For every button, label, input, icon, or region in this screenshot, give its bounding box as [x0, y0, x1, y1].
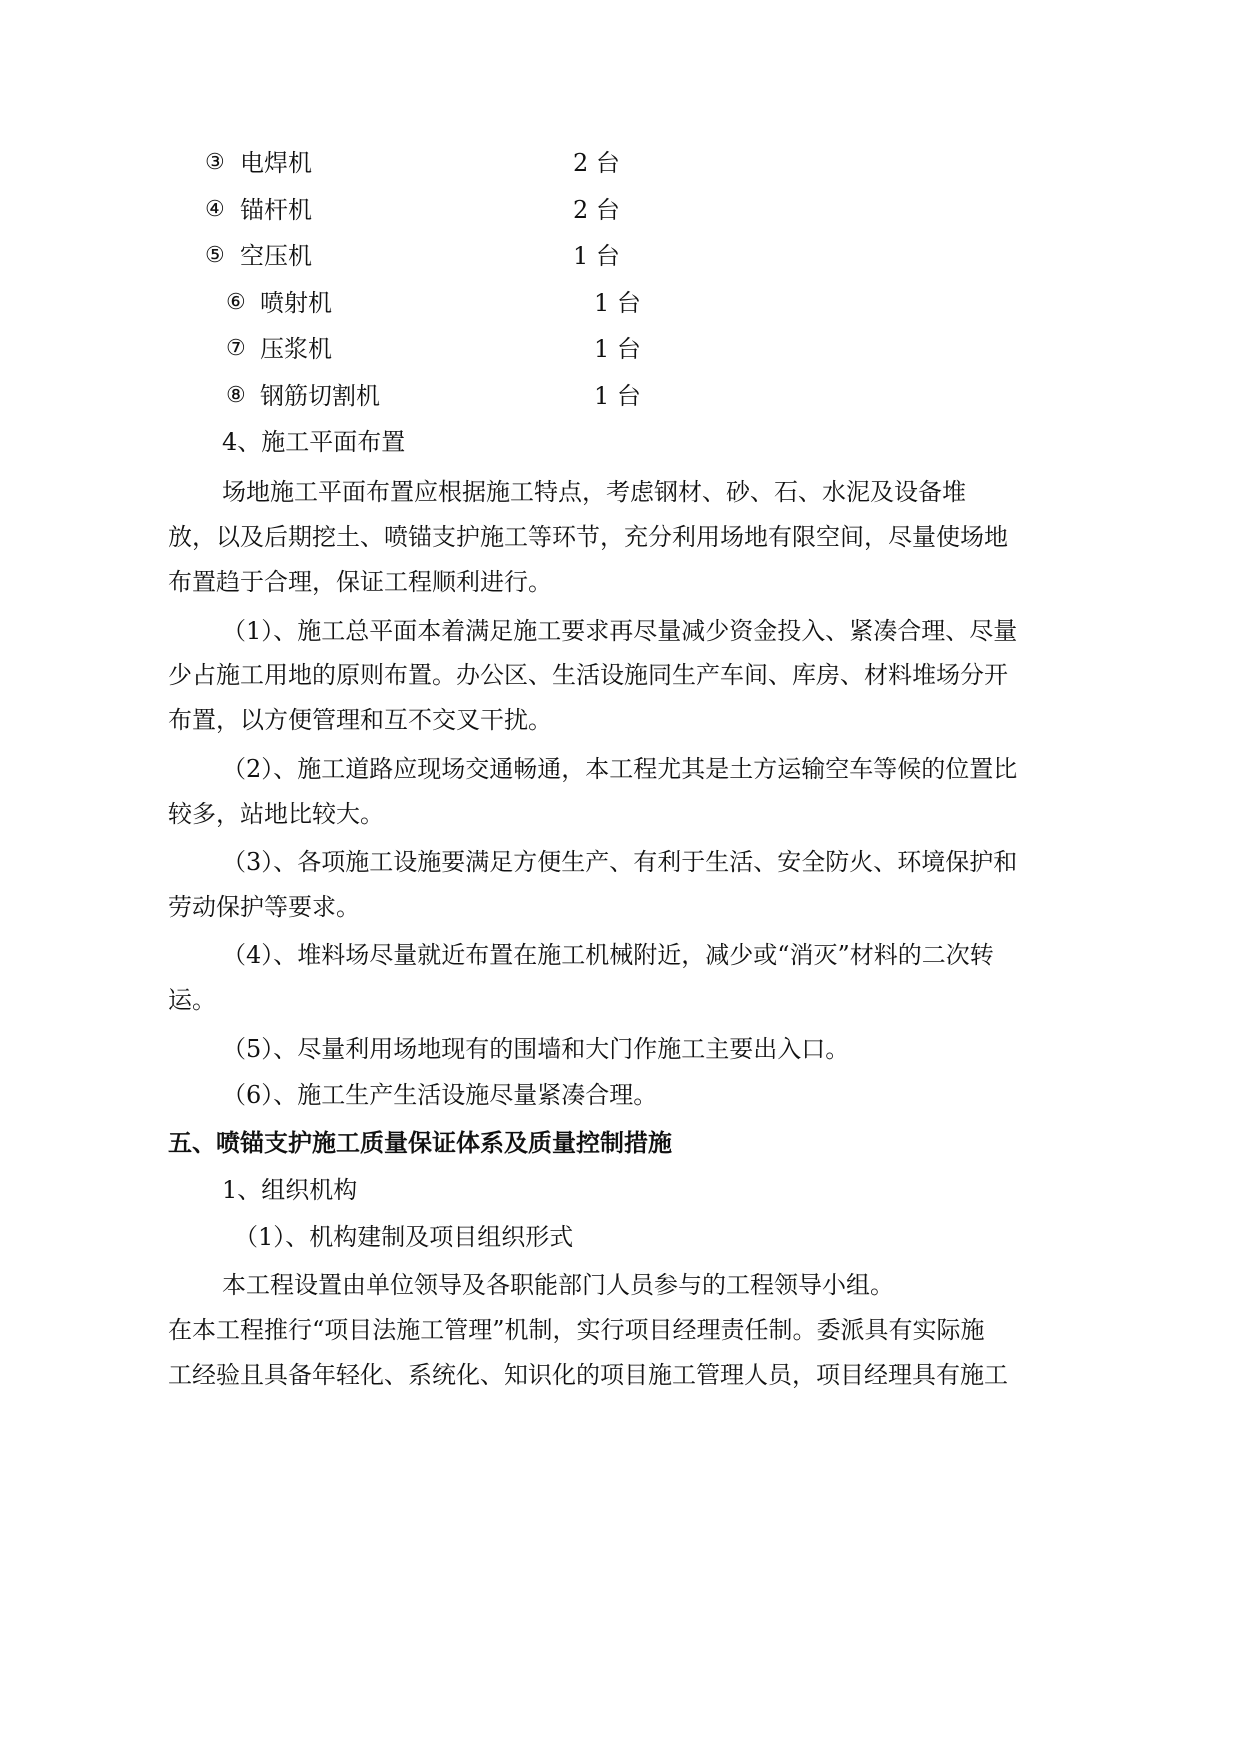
- item-name: 压浆机: [260, 335, 332, 363]
- paragraph-line: 较多，站地比较大。: [168, 800, 384, 828]
- item-name: 空压机: [240, 242, 312, 270]
- item-quantity: 2 台: [573, 196, 620, 224]
- paragraph-line: 工经验且具备年轻化、系统化、知识化的项目施工管理人员，项目经理具有施工: [168, 1361, 1008, 1389]
- subsection-heading: 1、组织机构: [222, 1176, 358, 1204]
- paragraph-line: 布置趋于合理，保证工程顺利进行。: [168, 568, 552, 596]
- item-name: 电焊机: [240, 149, 312, 177]
- item-number: ④: [205, 197, 225, 222]
- item-quantity: 1 台: [594, 289, 641, 317]
- paragraph-line: 在本工程推行“项目法施工管理”机制，实行项目经理责任制。委派具有实际施: [168, 1316, 985, 1344]
- section-5-heading: 五、喷锚支护施工质量保证体系及质量控制措施: [168, 1128, 672, 1157]
- item-quantity: 1 台: [594, 335, 641, 363]
- item-number: ③: [205, 150, 225, 175]
- item-number: ⑤: [205, 243, 225, 268]
- item-number: ⑥: [226, 290, 246, 315]
- subsection-heading: （1）、机构建制及项目组织形式: [234, 1223, 574, 1251]
- paragraph-line: 本工程设置由单位领导及各职能部门人员参与的工程领导小组。: [222, 1271, 894, 1299]
- paragraph-line: （6）、施工生产生活设施尽量紧凑合理。: [222, 1081, 658, 1109]
- paragraph-line: 场地施工平面布置应根据施工特点，考虑钢材、砂、石、水泥及设备堆: [222, 478, 966, 506]
- paragraph-line: （3）、各项施工设施要满足方便生产、有利于生活、安全防火、环境保护和: [222, 848, 1018, 876]
- item-quantity: 2 台: [573, 149, 620, 177]
- paragraph-line: （4）、堆料场尽量就近布置在施工机械附近，减少或“消灭”材料的二次转: [222, 941, 994, 969]
- paragraph-line: 劳动保护等要求。: [168, 893, 360, 921]
- item-quantity: 1 台: [594, 382, 641, 410]
- item-name: 喷射机: [260, 289, 332, 317]
- item-name: 锚杆机: [240, 196, 312, 224]
- paragraph-line: 少占施工用地的原则布置。办公区、生活设施同生产车间、库房、材料堆场分开: [168, 661, 1008, 689]
- paragraph-line: 运。: [168, 986, 216, 1014]
- section-4-heading: 4、施工平面布置: [222, 428, 406, 456]
- paragraph-line: （1）、施工总平面本着满足施工要求再尽量减少资金投入、紧凑合理、尽量: [222, 617, 1018, 645]
- paragraph-line: （5）、尽量利用场地现有的围墙和大门作施工主要出入口。: [222, 1035, 850, 1063]
- item-number: ⑦: [226, 336, 246, 361]
- paragraph-line: 放，以及后期挖土、喷锚支护施工等环节，充分利用场地有限空间，尽量使场地: [168, 523, 1008, 551]
- item-quantity: 1 台: [573, 242, 620, 270]
- paragraph-line: （2）、施工道路应现场交通畅通，本工程尤其是土方运输空车等候的位置比: [222, 755, 1018, 783]
- item-number: ⑧: [226, 383, 246, 408]
- item-name: 钢筋切割机: [260, 382, 380, 410]
- paragraph-line: 布置，以方便管理和互不交叉干扰。: [168, 706, 552, 734]
